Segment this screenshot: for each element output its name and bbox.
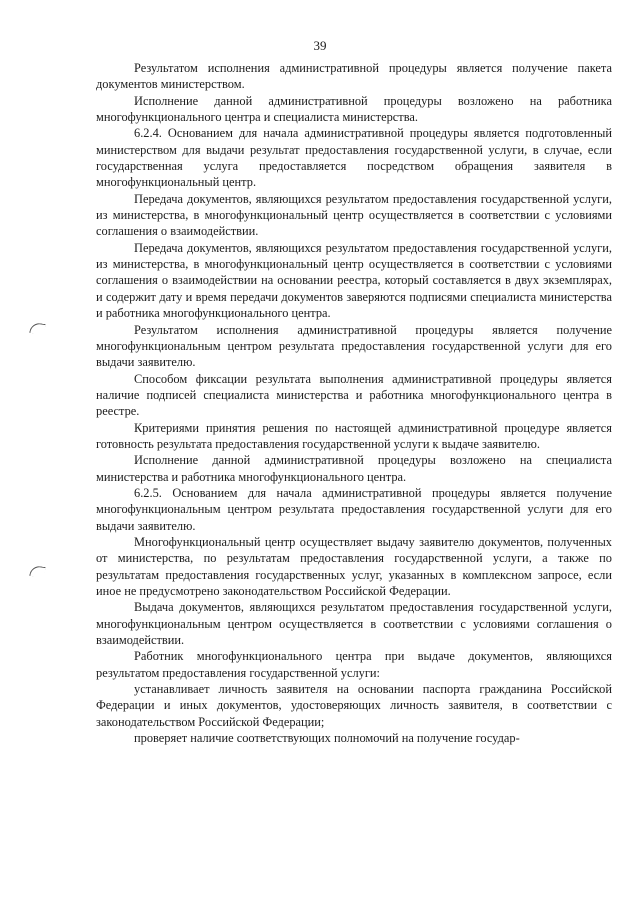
paragraph: Работник многофункционального центра при выдаче документов, являющихся результатом предоставления государственной услуги: [96,649,612,680]
paragraph: 6.2.5. Основанием для начала административной процедуры является получение многофункциональным центром результата предоставления государственной услуги для его выдачи заявителю. [96,485,612,533]
margin-mark [29,322,45,335]
paragraph: Критериями принятия решения по настоящей административной процедуре является готовность результата предоставления государственной услуги к выдаче заявителю. [96,420,612,451]
margin-mark [29,565,45,578]
paragraph: Результатом исполнения административной процедуры является получение пакета документов министерством. [96,61,612,92]
paragraph: устанавливает личность заявителя на основании паспорта гражданина Российской Федерации и иных документов, удостоверяющих личность заявителя, в соответствии с законодательством Российской Федерации; [96,682,612,729]
paragraph: Исполнение данной административной процедуры возложено на работника многофункционального центра и специалиста министерства. [96,93,612,125]
body-text [96,60,612,746]
paragraph: проверяет наличие соответствующих полномочий на получение государ- [134,731,520,746]
paragraph: Результатом исполнения административной процедуры является получение многофункциональным центром результата предоставления государственной услуги для его выдачи заявителю. [96,322,612,370]
paragraph: 6.2.4. Основанием для начала административной процедуры является подготовленный министерством для выдачи результат предоставления государственной услуги, в случае, если государственная услуга предоставляется посредством обращения заявителя в многофункциональный центр. [96,126,612,190]
page-number: 39 [313,38,327,53]
paragraph: Способом фиксации результата выполнения административной процедуры является наличие подписей специалиста министерства и работника многофункционального центра в реестре. [96,371,612,419]
paragraph: Исполнение данной административной процедуры возложено на специалиста министерства и работника многофункционального центра. [96,453,612,484]
paragraph: Многофункциональный центр осуществляет выдачу заявителю документов, полученных от министерства, по результатам предоставления государственной услуги, а также по результатам предоставления государственных услуг, указанных в комплексном запросе, если иное не предусмотрено законодательством Российской Федерации. [96,534,612,598]
paragraph: Передача документов, являющихся результатом предоставления государственной услуги, из министерства, в многофункциональный центр осуществляется в соответствии с условиями соглашения о взаимодействии. [96,191,612,239]
paragraph: Передача документов, являющихся результатом предоставления государственной услуги, из министерства, в многофункциональный центр осуществляется в соответствии с условиями соглашения о взаимодействии на основании реестра, который составляется в двух экземплярах, и содержит дату и время передачи документов заверяются подписями специалиста министерства и работника многофункционального центра. [96,240,612,321]
paragraph: Выдача документов, являющихся результатом предоставления государственной услуги, многофункциональным центром осуществляется в соответствии с условиями соглашения о взаимодействии. [96,600,612,648]
